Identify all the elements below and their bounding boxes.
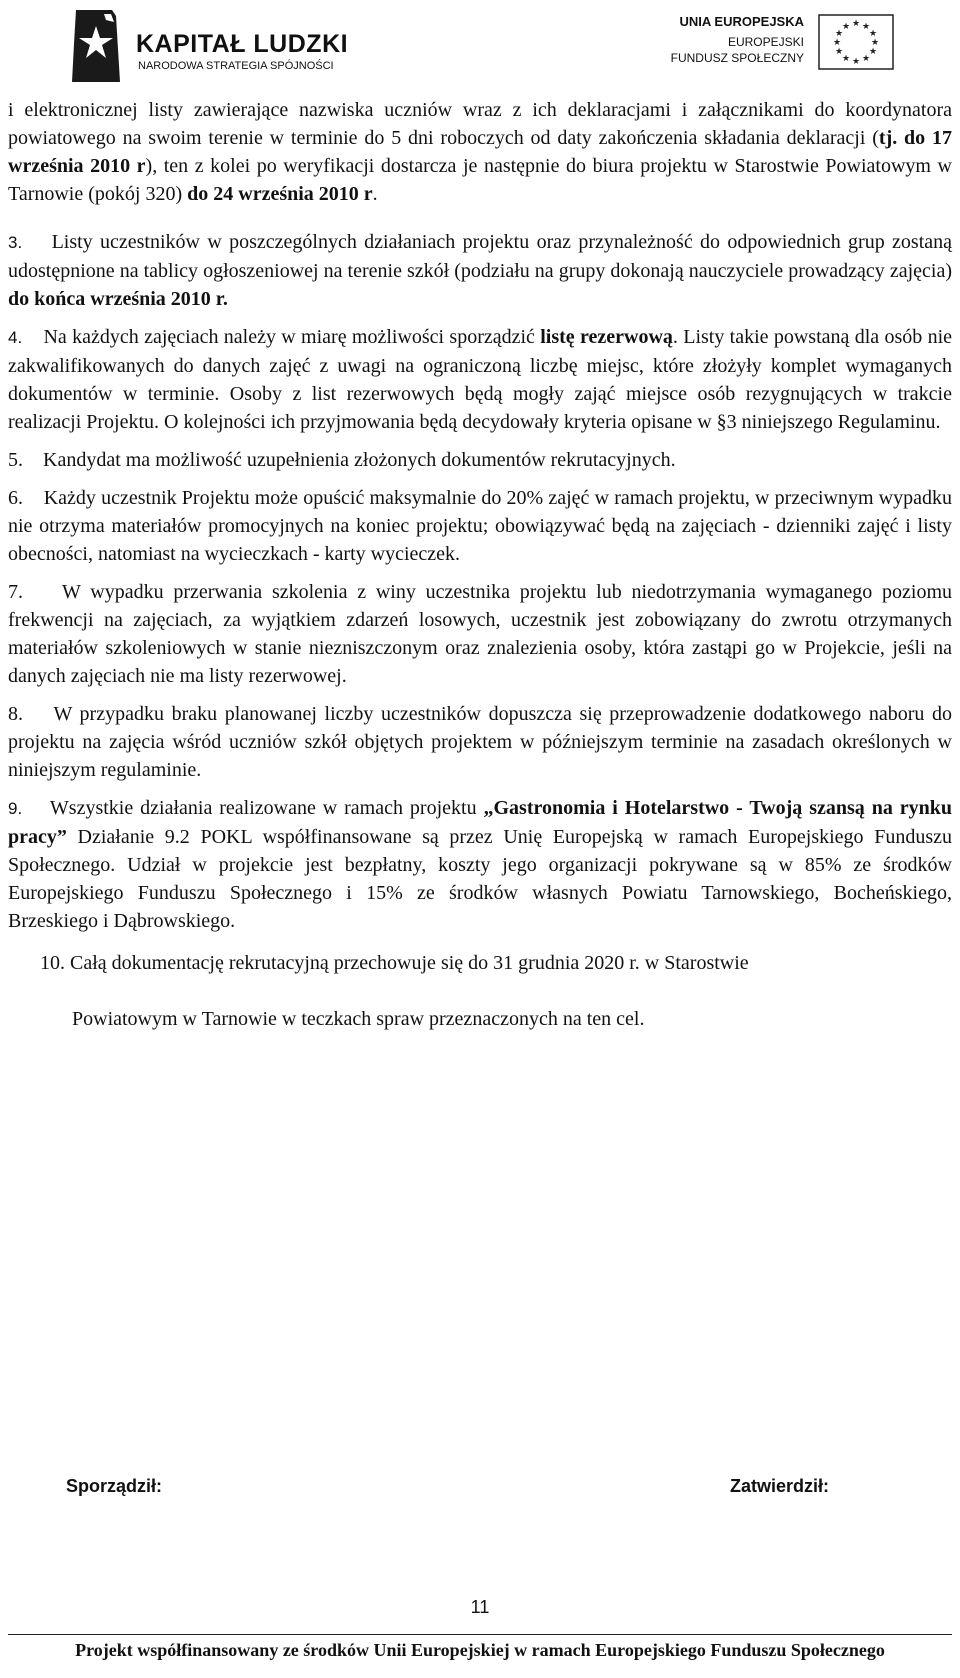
list-item-8: 8. W przypadku braku planowanej liczby uczestników dopuszcza się przeprowadzenie dodatkowego naboru do projektu na zajęcia wśród uczniów szkół objętych projektem w późniejszym terminie na zasadach określonych w niniejszym regulaminie. (8, 703, 953, 781)
eu-logo-line1: UNIA EUROPEJSKA (679, 14, 804, 29)
item-number: 10. (40, 952, 65, 974)
svg-text:★: ★ (832, 38, 842, 48)
svg-text:★: ★ (868, 47, 878, 57)
svg-text:★: ★ (861, 54, 871, 64)
list-item-5: 5. Kandydat ma możliwość uzupełnienia złożonych dokumentów rekrutacyjnych. (8, 449, 676, 471)
logo-subtitle: NARODOWA STRATEGIA SPÓJNOŚCI (138, 60, 334, 72)
logo-title: KAPITAŁ LUDZKI (136, 30, 349, 58)
eu-flag-logo-icon (818, 14, 894, 70)
page-footer: Projekt współfinansowany ze środków Unii Europejskiej w ramach Europejskiego Funduszu Społecznego (75, 1640, 885, 1660)
eu-logo-line3: FUNDUSZ SPOŁECZNY (670, 51, 804, 65)
list-item-7: 7. W wypadku przerwania szkolenia z winy uczestnika projektu lub niedotrzymania wymaganego poziomu frekwencji na zajęciach, za wyjątkiem zdarzeń losowych, uczestnik jest zobowiązany do zwrotu otrzymanych materiałów szkoleniowych w stanie niezniszczonym oraz znalezienia osoby, która zastąpi go w Projekcie, jeśli na danych zajęciach nie ma listy rezerwowej. (8, 581, 952, 687)
item-number: 6. (8, 487, 23, 509)
list-item-4: 4. Na każdych zajęciach należy w miarę możliwości sporządzić listę rezerwową. Listy takie powstaną dla osób nie zakwalifikowanych do danych zajęć z uwagi na ograniczoną liczbę miejsc, które złożyły komplet wymaganych dokumentów w terminie. Osoby z list rezerwowych będą mogły zająć miejsce osób rezygnujących w trakcie realizacji Projektu. O kolejności ich przyjmowania będą decydowały kryteria opisane w §3 niniejszego Regulaminu. (8, 326, 953, 433)
list-item-6: 6. Każdy uczestnik Projektu może opuścić maksymalnie do 20% zajęć w ramach projektu, w przeciwnym wypadku nie otrzyma materiałów promocyjnych na koniec projektu; obowiązywać będą na zajęciach - dzienniki zajęć i listy obecności, natomiast na wycieczkach - karty wycieczek. (8, 487, 953, 565)
list-item-10-continuation: Powiatowym w Tarnowie w teczkach spraw przeznaczonych na ten cel. (72, 1008, 645, 1030)
document-body (8, 96, 952, 1033)
list-item-3: 3. Listy uczestników w poszczególnych działaniach projektu oraz przynależność do odpowiednich grup zostaną udostępnione na tablicy ogłoszeniowej na terenie szkół (podziału na grupy dokonają nauczyciele prowadzący zajęcia) do końca września 2010 r. (8, 231, 953, 310)
list-item-10: 10. Całą dokumentację rekrutacyjną przechowuje się do 31 grudnia 2020 r. w Starostwie (40, 952, 749, 974)
eu-logo (662, 14, 894, 72)
svg-text:★: ★ (851, 57, 861, 67)
page-number: 11 (470, 1597, 490, 1617)
svg-text:★: ★ (834, 29, 844, 39)
list-item-9: 9. Wszystkie działania realizowane w ramach projektu „Gastronomia i Hotelarstwo - Twoją szansą na rynku pracy” Działanie 9.2 POKL współfinansowane są przez Unię Europejską w ramach Europejskiego Funduszu Społecznego. Udział w projekcie jest bezpłatny, koszty jego organizacji pokrywane są w 85% ze środków Europejskiego Funduszu Społecznego i 15% ze środków własnych Powiatu Tarnowskiego, Bocheńskiego, Brzeskiego i Dąbrowskiego. (8, 797, 953, 932)
svg-text:★: ★ (868, 29, 878, 39)
approved-by-label: Zatwierdził: (730, 1476, 830, 1496)
svg-text:★: ★ (861, 22, 871, 32)
kapital-ludzki-logo (66, 4, 366, 86)
item-number: 8. (8, 703, 23, 725)
kapital-ludzki-star-logo-icon (66, 4, 128, 86)
item-number: 5. (8, 449, 23, 471)
svg-text:★: ★ (851, 19, 861, 29)
item-number: 3. (8, 233, 23, 252)
intro-paragraph: i elektronicznej listy zawierające nazwiska uczniów wraz z ich deklaracjami i załącznikami do koordynatora powiatowego na swoim terenie w terminie do 5 dni roboczych od daty zakończenia składania deklaracji (tj. do 17 września 2010 r), ten z kolei po weryfikacji dostarcza je następnie do biura projektu w Starostwie Powiatowym w Tarnowie (pokój 320) do 24 września 2010 r. (8, 99, 952, 205)
svg-text:★: ★ (841, 22, 851, 32)
item-number: 9. (8, 799, 23, 818)
prepared-by-label: Sporządził: (66, 1476, 163, 1496)
page-header (0, 0, 960, 90)
svg-text:★: ★ (834, 47, 844, 57)
item-number: 4. (8, 328, 23, 347)
footer-divider (8, 1634, 952, 1635)
svg-text:★: ★ (841, 54, 851, 64)
item-number: 7. (8, 581, 23, 603)
svg-text:★: ★ (870, 38, 880, 48)
eu-logo-line2: EUROPEJSKI (727, 35, 804, 49)
